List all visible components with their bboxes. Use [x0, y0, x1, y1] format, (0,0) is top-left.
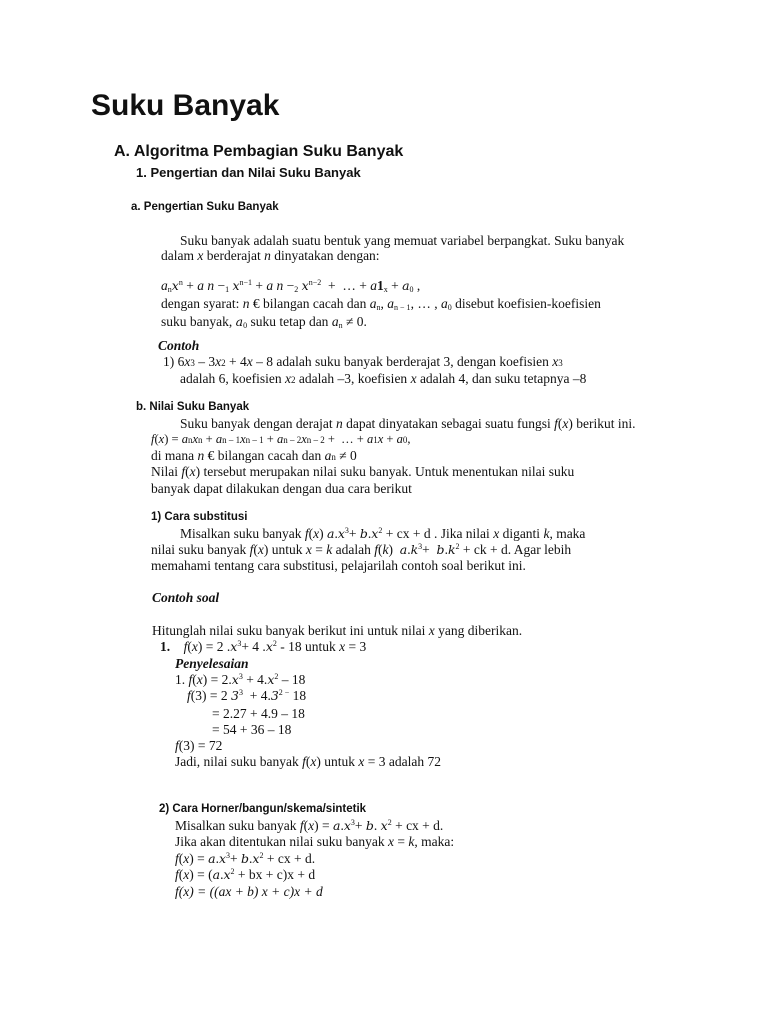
- example-problem-intro: Hitunglah nilai suku banyak berikut ini untuk nilai x yang diberikan.: [152, 623, 523, 638]
- horner-line-3: $f(x) = a.x^3+ b.x^2$ + cx + d.: [175, 851, 316, 866]
- example-line-2: adalah 6, koefisien x2 adalah –3, koefisien x adalah 4, dan suku tetapnya –8: [180, 371, 587, 386]
- example-line-1: 1) 6x3 – 3x2 + 4x – 8 adalah suku banyak berderajat 3, dengan koefisien x3: [163, 354, 563, 369]
- example-label: Contoh: [158, 338, 200, 353]
- horner-line-2: Jika akan ditentukan nilai suku banyak x = k, maka:: [175, 834, 455, 849]
- solution-step-3: = 2.27 + 4.9 – 18: [212, 706, 305, 721]
- subsection-a-heading: a. Pengertian Suku Banyak: [131, 201, 279, 213]
- solution-step-2: f(3) = 2 $3^3 + 4.3^{2 -}$ 18: [187, 688, 307, 703]
- nilai-line-4: Nilai f(x) tersebut merupakan nilai suku banyak. Untuk menentukan nilai suku: [151, 464, 575, 479]
- solution-result: f(3) = 72: [175, 738, 223, 753]
- nilai-condition: di mana n € bilangan cacah dan an ≠ 0: [151, 448, 357, 463]
- substitution-line-2: nilai suku banyak f(x) untuk x = k adalah f(k) $a.k^3+ b.k^2$ + ck + d. Agar lebih: [151, 542, 572, 557]
- solution-conclusion: Jadi, nilai suku banyak f(x) untuk x = 3 adalah 72: [175, 754, 441, 769]
- nilai-line-5: banyak dapat dilakukan dengan dua cara berikut: [151, 481, 412, 496]
- definition-line-2: dalam x berderajat n dinyatakan dengan:: [161, 248, 380, 263]
- constant-term-line: suku banyak, $a_0$ suku tetap dan $a_n \ne 0$.: [161, 314, 367, 330]
- function-formula: f(x) = anxn + an – 1xn – 1 + an – 2xn – 2 + … + a1x + a0,: [151, 432, 411, 446]
- horner-heading: 2) Cara Horner/bangun/skema/sintetik: [159, 803, 367, 815]
- subsection-1-heading: 1. Pengertian dan Nilai Suku Banyak: [136, 165, 361, 180]
- definition-line-1: Suku banyak adalah suatu bentuk yang memuat variabel berpangkat. Suku banyak: [180, 233, 625, 248]
- solution-step-1: 1. $f(x) = 2.x^3 + 4.x^2 - 18$: [175, 672, 306, 687]
- nilai-line-1: Suku banyak dengan derajat n dapat dinyatakan sebagai suatu fungsi f(x) berikut ini.: [180, 416, 636, 431]
- polynomial-formula: $a_nx^n + a$ $n -_1$ $x^{n-1} + a$ $n -_2$ $x^{n-2}$ + … + $a1_x + a_0$ ,: [161, 278, 421, 294]
- horner-line-4: $f(x) = (a.x^2$ + bx + c)x + d: [175, 867, 316, 882]
- substitution-heading: 1) Cara substitusi: [151, 511, 248, 523]
- example-problem-1: 1. f(x) = 2 $.x^3+ 4$ $.x^2 - 18$ untuk x = 3: [160, 639, 367, 654]
- horner-line-1: Misalkan suku banyak $f(x) = a.x^3+ b$. $x^2$ + cx + d.: [175, 818, 444, 833]
- horner-line-5: f(x) = ((ax + b) x + c)x + d: [175, 884, 323, 899]
- substitution-line-1: Misalkan suku banyak f(x) $a.x^3+ b.x^2$ + cx + d . Jika nilai x diganti k, maka: [180, 526, 586, 541]
- solution-step-4: = 54 + 36 – 18: [212, 722, 292, 737]
- page-title: Suku Banyak: [91, 89, 280, 122]
- section-a-heading: A. Algoritma Pembagian Suku Banyak: [114, 143, 404, 160]
- nilai-heading: b. Nilai Suku Banyak: [136, 401, 250, 413]
- example-problem-label: Contoh soal: [152, 590, 220, 605]
- condition-line: dengan syarat: n € bilangan cacah dan $a_n$, $a_{n - 1}$, … , $a_0$ disebut koefisien-koefisien: [161, 296, 601, 312]
- solution-label: Penyelesaian: [175, 656, 249, 671]
- substitution-line-3: memahami tentang cara substitusi, pelajarilah contoh soal berikut ini.: [151, 558, 526, 573]
